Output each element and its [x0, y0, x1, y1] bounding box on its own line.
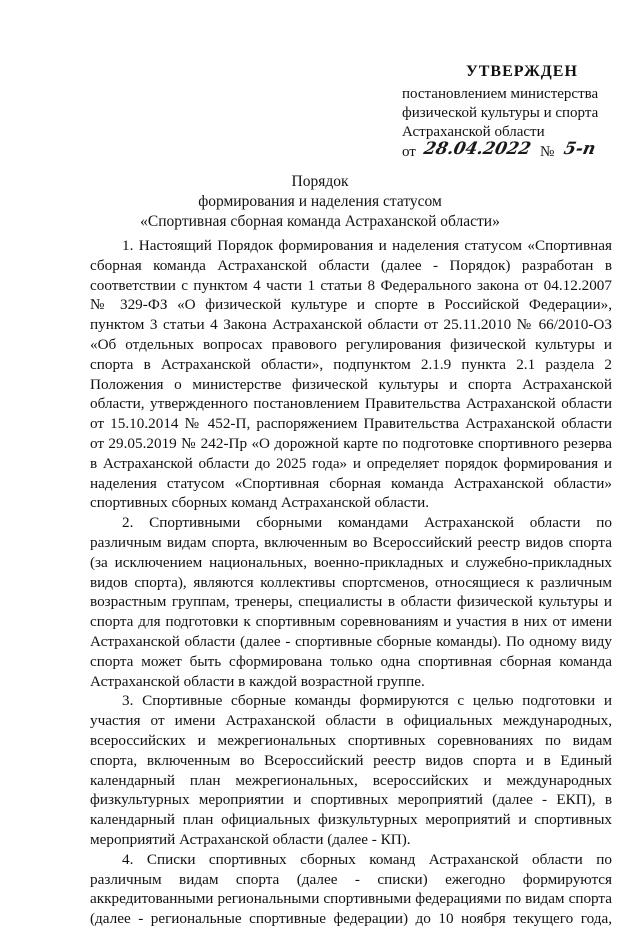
paragraph-line: участия от имени Астраханской области в официальных международных, [90, 712, 612, 730]
paragraph-line: аккредитованными региональными спортивными федерациями по видам спорта [90, 890, 612, 908]
approval-stamp-block [402, 62, 632, 165]
paragraph [90, 513, 612, 691]
paragraph-line: соответствии с пунктом 4 части 1 статьи 8 Федерального закона от 04.12.2007 [90, 276, 612, 294]
handwritten-number: 5-п [561, 139, 598, 159]
paragraph-line: (за исключением национальных, военно-прикладных и служебно-прикладных [90, 553, 612, 571]
approval-line-1: постановлением министерства [402, 86, 599, 102]
paragraph [90, 691, 612, 849]
paragraph-line: (далее - региональные спортивные федерации) до 10 ноября текущего года, [90, 910, 612, 928]
paragraph-line: Астраханской области в каждой возрастной группе. [90, 672, 425, 690]
number-prefix: № [540, 144, 555, 160]
paragraph [90, 236, 612, 513]
paragraph-line: от 29.05.2019 № 242-Пр «О дорожной карте по подготовке спортивного резерва [90, 434, 612, 452]
paragraph-line: мероприятий Астраханской области (далее - КП). [90, 830, 411, 848]
approval-date-number-line [402, 139, 632, 165]
title-line-3: «Спортивная сборная команда Астраханской области» [140, 213, 500, 230]
paragraph-line: наделения статусом «Спортивная сборная команда Астраханской области» [90, 474, 612, 492]
paragraph-line: пунктом 3 статьи 4 Закона Астраханской области от 25.11.2010 № 66/2010-ОЗ [90, 316, 612, 334]
paragraph-line: различным видам спорта (далее - списки) ежегодно формируются [90, 870, 612, 888]
handwritten-date: 28.04.2022 [421, 139, 533, 159]
paragraph-line: календарный план официальных физкультурных мероприятий и спортивных [90, 811, 612, 829]
paragraph-line: 4. Списки спортивных сборных команд Астраханской области по [122, 850, 612, 868]
paragraph-line: 2. Спортивными сборными командами Астраханской области по [122, 514, 612, 532]
approval-line-3: Астраханской области [402, 124, 545, 140]
title-line-2: формирования и наделения статусом [198, 193, 442, 210]
paragraph-line: сборная команда Астраханской области (далее - Порядок) разработан в [90, 256, 612, 274]
paragraph-line: 1. Настоящий Порядок формирования и наделения статусом «Спортивная [122, 237, 612, 254]
paragraph-line: календарный план межрегиональных, всероссийских и международных [90, 771, 612, 789]
title-line-1: Порядок [291, 173, 349, 190]
date-prefix: от [402, 144, 416, 160]
paragraph-line: 3. Спортивные сборные команды формируются с целью подготовки и [122, 692, 612, 710]
paragraph-line: № 329-ФЗ «О физической культуре и спорте в Российской Федерации», [90, 296, 612, 314]
paragraph-line: области, утвержденного постановлением Правительства Астраханской области [90, 395, 612, 413]
paragraph-line: спорта, включенным во Всероссийский реестр видов спорта и в Единый [90, 751, 612, 769]
paragraph [90, 850, 612, 929]
paragraph-line: различным видам спорта, включенным во Всероссийский реестр видов спорта [90, 533, 612, 551]
document-body [90, 236, 612, 929]
paragraph-line: спорта в Астраханской области», подпунктом 2.1.9 пункта 2.1 раздела 2 [90, 355, 612, 373]
paragraph-line: «Об отдельных вопросах правового регулирования физической культуры и [90, 335, 612, 353]
approval-heading: УТВЕРЖДЕН [466, 63, 578, 80]
paragraph-line: всероссийских и межрегиональных спортивных соревнованиях по видам [90, 731, 612, 749]
paragraph-line: физкультурных мероприятии и спортивных мероприятий (далее - ЕКП), в [90, 791, 612, 809]
paragraph-line: возрастным группам, тренеры, специалисты в области физической культуры и [90, 593, 612, 611]
paragraph-line: спорта для подготовки к спортивным соревнованиям и участия в них от имени [90, 613, 612, 631]
paragraph-line: в Астраханской области до 2025 года» и определяет порядок формирования и [90, 454, 612, 472]
paragraph-line: спорта может быть сформирована только одна спортивная сборная команда [90, 652, 612, 670]
paragraph-line: от 15.10.2014 № 452-П, распоряжением Правительства Астраханской области [90, 415, 612, 433]
paragraph-line: Астраханской области (далее - спортивные сборные команды). По одному виду [90, 632, 612, 650]
paragraph-line: Положения о министерстве физической культуры и спорта Астраханской [90, 375, 612, 393]
paragraph-line: спортивных сборных команд Астраханской области. [90, 494, 430, 512]
paragraph-line: видов спорта), являются коллективы спортсменов, относящиеся к различным [90, 573, 612, 591]
document-title [0, 172, 640, 232]
approval-line-2: физической культуры и спорта [402, 105, 599, 121]
